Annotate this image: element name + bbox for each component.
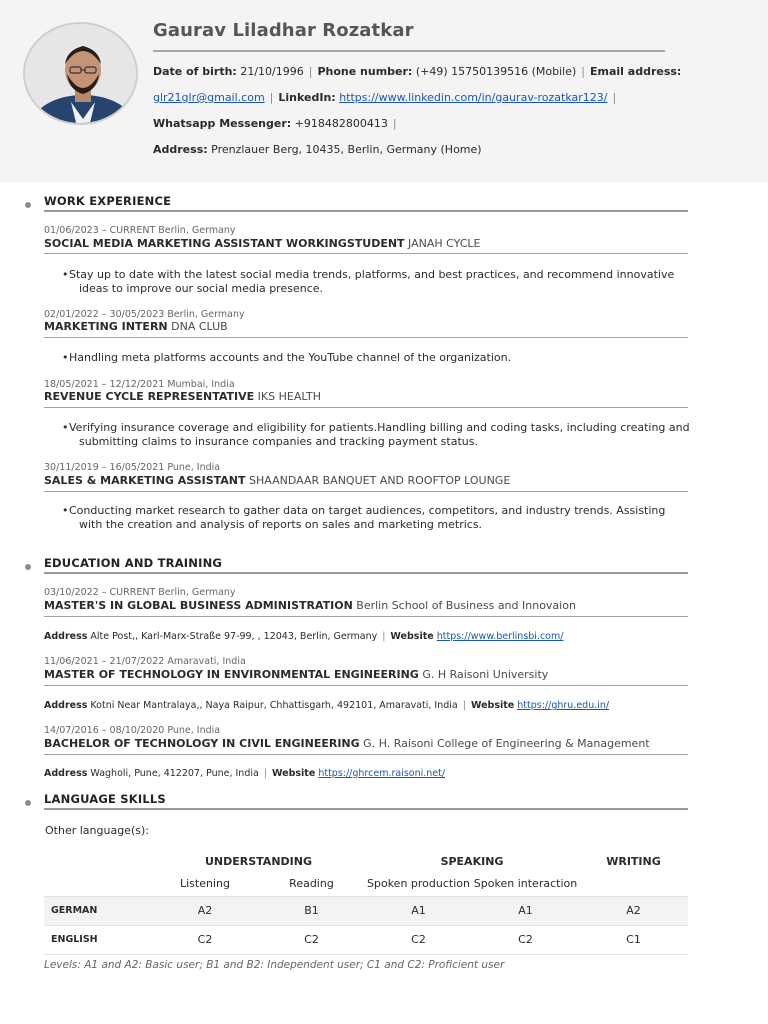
language-name: GERMAN	[44, 896, 152, 925]
school-address: Wagholi, Pune, 412207, Pune, India	[90, 768, 259, 779]
reading-level: C2	[258, 925, 365, 954]
linkedin-link[interactable]: https://www.linkedin.com/in/gaurav-rozatkar123/	[339, 91, 608, 104]
education-date: 03/10/2022 – CURRENT Berlin, Germany	[44, 587, 236, 598]
school-website-link[interactable]: https://www.berlinsbi.com/	[436, 631, 564, 642]
job-date: 02/01/2022 – 30/05/2023 Berlin, Germany	[44, 309, 245, 320]
job-divider	[44, 407, 688, 408]
bullet-icon: •	[62, 421, 69, 434]
job-bullet-text: Conducting market research to gather data on target audiences, competitors, and industry trends. Assisting with the creation and analysis of reports on sales and marketing metrics.	[69, 504, 666, 531]
job-title	[44, 320, 228, 333]
writing-level: A2	[579, 896, 688, 925]
education-degree	[44, 668, 548, 681]
language-table	[44, 850, 688, 955]
separator: |	[392, 117, 397, 130]
profile-photo	[23, 22, 138, 125]
spoken-interaction-level: A1	[472, 896, 579, 925]
levels-note: Levels: A1 and A2: Basic user; B1 and B2: Independent user; C1 and C2: Proficient user	[44, 959, 505, 971]
writing-level: C1	[579, 925, 688, 954]
separator: |	[308, 65, 313, 78]
candidate-name: Gaurav Liladhar Rozatkar	[153, 20, 414, 41]
whatsapp-label: Whatsapp Messenger:	[153, 117, 292, 130]
degree-name: BACHELOR OF TECHNOLOGY IN CIVIL ENGINEERING	[44, 737, 360, 750]
bullet-icon: •	[62, 504, 69, 517]
website-label: Website	[470, 700, 515, 711]
spoken-production-level: C2	[365, 925, 472, 954]
listening-level: C2	[152, 925, 258, 954]
section-divider	[44, 808, 688, 810]
other-languages-label: Other language(s):	[45, 824, 149, 837]
education-date: 14/07/2016 – 08/10/2020 Pune, India	[44, 725, 221, 736]
separator: |	[263, 768, 268, 779]
job-date: 30/11/2019 – 16/05/2021 Pune, India	[44, 462, 221, 473]
reading-header: Reading	[258, 872, 365, 896]
education-divider	[44, 685, 688, 686]
job-divider	[44, 253, 688, 254]
email-label: Email address:	[590, 65, 682, 78]
address-label: Address:	[153, 143, 208, 156]
table-row	[44, 925, 688, 954]
job-role: REVENUE CYCLE REPRESENTATIVE	[44, 390, 255, 403]
job-divider	[44, 491, 688, 492]
job-bullet	[62, 268, 692, 295]
address-label: Address	[44, 768, 88, 779]
writing-header: WRITING	[606, 854, 661, 868]
reading-level: B1	[258, 896, 365, 925]
name-divider	[153, 50, 665, 52]
separator: |	[382, 631, 386, 642]
job-title	[44, 237, 481, 250]
degree-name: MASTER OF TECHNOLOGY IN ENVIRONMENTAL ENGINEERING	[44, 668, 419, 681]
work-experience-title: WORK EXPERIENCE	[44, 194, 172, 208]
whatsapp-value: +918482800413	[294, 117, 388, 130]
school-name: G. H. Raisoni College of Engineering & Management	[363, 737, 650, 750]
bullet-icon: •	[62, 351, 69, 364]
job-bullet	[62, 351, 692, 365]
bullet-icon: •	[62, 268, 69, 281]
education-divider	[44, 754, 688, 755]
separator: |	[612, 91, 617, 104]
person-avatar-icon	[25, 24, 138, 125]
dob-value: 21/10/1996	[240, 65, 304, 78]
dob-label: Date of birth:	[153, 65, 237, 78]
school-name: Berlin School of Business and Innovaion	[356, 599, 576, 612]
education-degree	[44, 737, 650, 750]
education-title: EDUCATION AND TRAINING	[44, 556, 223, 570]
section-divider	[44, 210, 688, 212]
job-bullet	[62, 504, 692, 531]
table-row	[44, 896, 688, 925]
spoken-production-level: A1	[365, 896, 472, 925]
phone-label: Phone number:	[317, 65, 413, 78]
school-website-link[interactable]: https://ghrcem.raisoni.net/	[318, 768, 446, 779]
section-bullet-icon	[25, 202, 31, 208]
education-divider	[44, 616, 688, 617]
school-address: Kotni Near Mantralaya,, Naya Raipur, Chhattisgarh, 492101, Amaravati, India	[90, 700, 458, 711]
spoken-interaction-header: Spoken interaction	[472, 872, 579, 896]
website-label: Website	[272, 768, 316, 779]
job-employer: SHAANDAAR BANQUET AND ROOFTOP LOUNGE	[249, 474, 511, 487]
email-link[interactable]: glr21glr@gmail.com	[153, 91, 265, 104]
degree-name: MASTER'S IN GLOBAL BUSINESS ADMINISTRATION	[44, 599, 353, 612]
school-name: G. H Raisoni University	[422, 668, 549, 681]
job-bullet	[62, 421, 692, 448]
job-employer: JANAH CYCLE	[408, 237, 481, 250]
school-address: Alte Post,, Karl-Marx-Straße 97-99, , 12043, Berlin, Germany	[90, 631, 378, 642]
contact-line-4	[153, 143, 482, 156]
address-label: Address	[44, 700, 88, 711]
job-date: 01/06/2023 – CURRENT Berlin, Germany	[44, 225, 236, 236]
job-role: MARKETING INTERN	[44, 320, 168, 333]
education-date: 11/06/2021 – 21/07/2022 Amaravati, India	[44, 656, 246, 667]
job-title	[44, 474, 510, 487]
understanding-header: UNDERSTANDING	[204, 854, 312, 868]
contact-line-2	[153, 91, 621, 104]
job-bullet-text: Verifying insurance coverage and eligibility for patients.Handling billing and coding tasks, including creating and submitting claims to insurance companies and tracking payment status.	[69, 421, 690, 448]
contact-line-1	[153, 65, 681, 78]
job-title	[44, 390, 321, 403]
job-role: SOCIAL MEDIA MARKETING ASSISTANT WORKINGSTUDENT	[44, 237, 405, 250]
section-divider	[44, 572, 688, 574]
separator: |	[462, 700, 466, 711]
job-employer: DNA CLUB	[171, 320, 228, 333]
separator: |	[269, 91, 274, 104]
education-degree	[44, 599, 576, 612]
job-role: SALES & MARKETING ASSISTANT	[44, 474, 246, 487]
section-bullet-icon	[25, 800, 31, 806]
separator: |	[581, 65, 585, 78]
education-address-line	[44, 700, 609, 711]
job-bullet-text: Handling meta platforms accounts and the YouTube channel of the organization.	[69, 351, 512, 364]
listening-level: A2	[152, 896, 258, 925]
language-name: ENGLISH	[44, 925, 152, 954]
address-label: Address	[44, 631, 88, 642]
education-address-line	[44, 768, 445, 779]
spoken-production-header: Spoken production	[365, 872, 472, 896]
spoken-interaction-level: C2	[472, 925, 579, 954]
job-divider	[44, 337, 688, 338]
education-address-line	[44, 631, 563, 642]
phone-value: (+49) 15750139516 (Mobile)	[415, 65, 577, 78]
address-value: Prenzlauer Berg, 10435, Berlin, Germany (Home)	[211, 143, 482, 156]
language-table-header	[44, 850, 688, 872]
linkedin-label: LinkedIn:	[278, 91, 336, 104]
job-date: 18/05/2021 – 12/12/2021 Mumbai, India	[44, 379, 235, 390]
language-skills-title: LANGUAGE SKILLS	[44, 792, 166, 806]
job-bullet-text: Stay up to date with the latest social media trends, platforms, and best practices, and recommend innovative ideas to improve our social media presence.	[69, 268, 675, 295]
section-bullet-icon	[25, 564, 31, 570]
listening-header: Listening	[152, 872, 258, 896]
job-employer: IKS HEALTH	[257, 390, 321, 403]
contact-line-3	[153, 117, 402, 130]
school-website-link[interactable]: https://ghru.edu.in/	[517, 700, 610, 711]
language-table-subheader	[44, 872, 688, 896]
speaking-header: SPEAKING	[440, 854, 504, 868]
website-label: Website	[390, 631, 434, 642]
